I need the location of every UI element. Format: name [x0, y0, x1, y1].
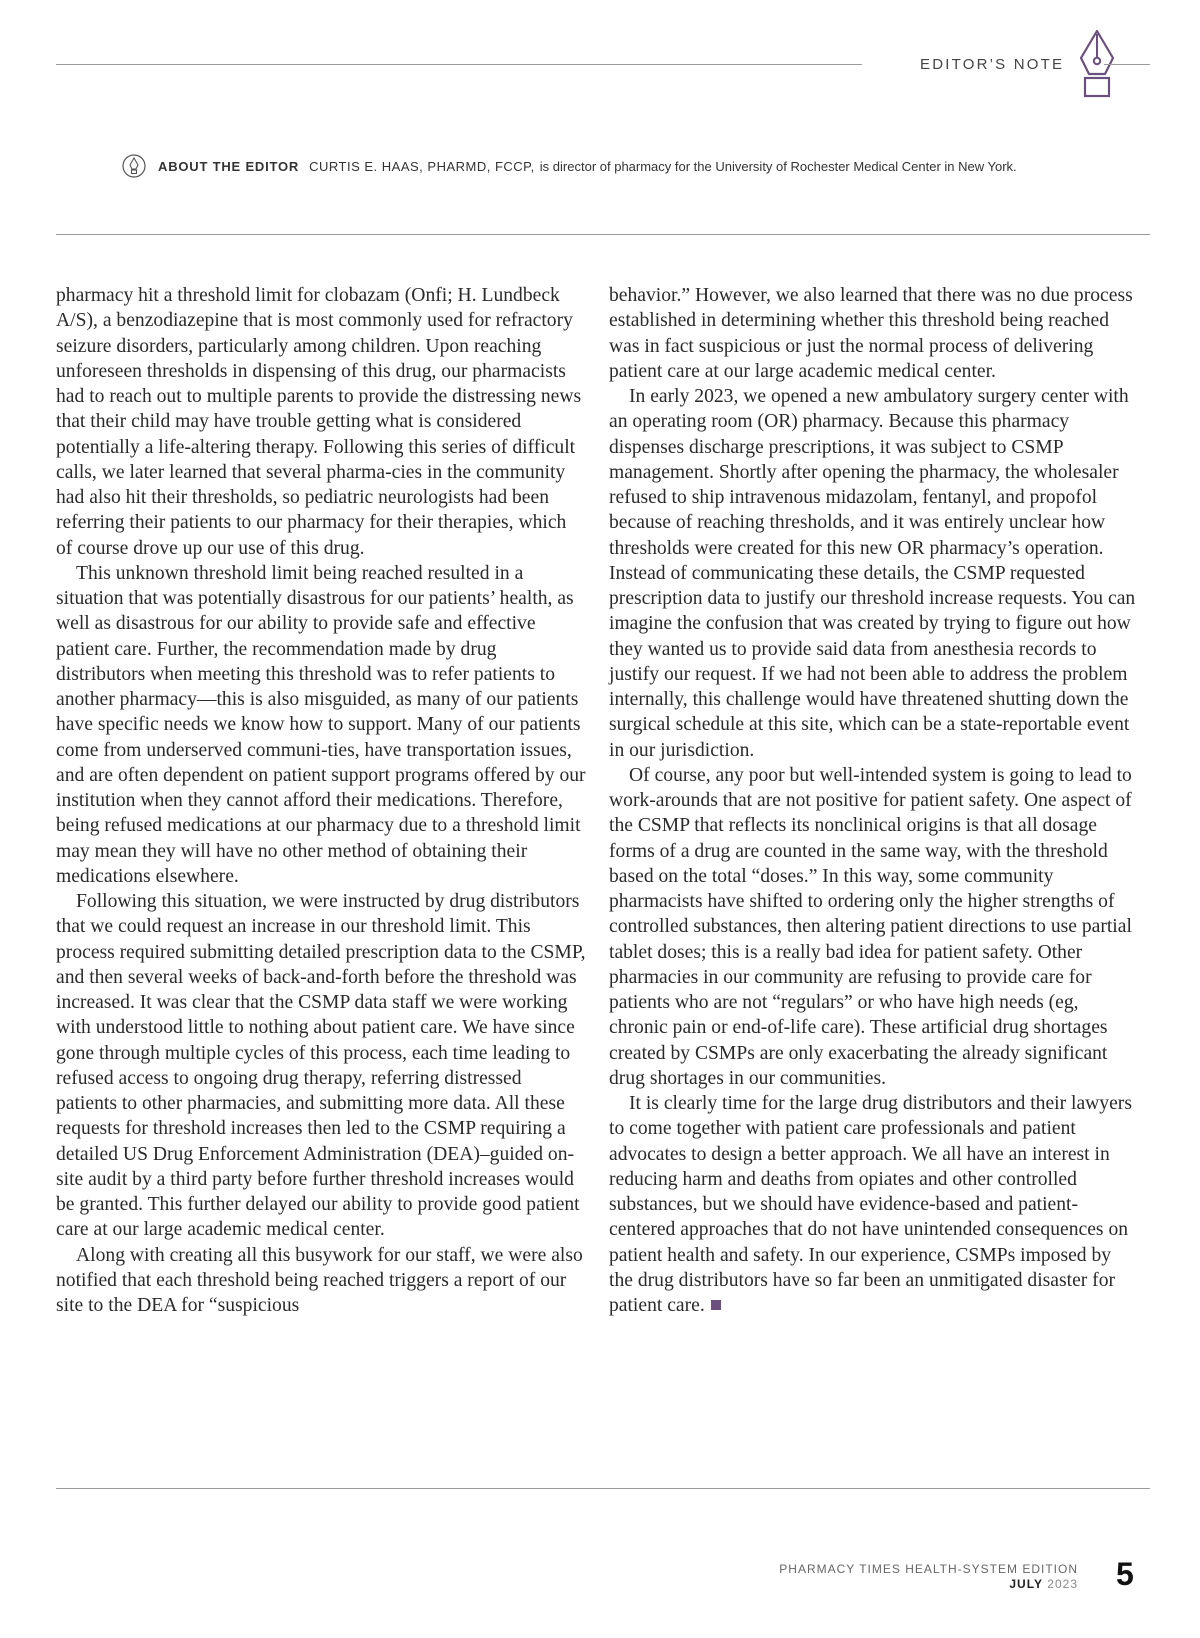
pen-badge-icon — [122, 154, 146, 178]
section-label: EDITOR’S NOTE — [920, 56, 1065, 73]
editor-bio: is director of pharmacy for the University of Rochester Medical Center in New York. — [539, 158, 1017, 174]
footer-rule — [56, 1488, 1150, 1489]
publication-name: PHARMACY TIMES HEALTH-SYSTEM EDITION — [779, 1562, 1078, 1576]
issue-month: JULY — [1009, 1577, 1043, 1591]
issue-year: 2023 — [1047, 1577, 1078, 1591]
article-column-left — [56, 283, 586, 1318]
paragraph: This unknown threshold limit being reached resulted in a situation that was potentially disastrous for our patients’ health, as well as disastrous for our ability to provide safe and effective patient care. Further, the recommendation made by drug distributors when meeting this threshold was to refer patients to another pharmacy—this is also misguided, as many of our patients have specific needs we know how to support. Many of our patients come from underserved communi-ties, have transportation issues, and are often dependent on patient support programs offered by our institution when they cannot afford their medications. Therefore, being refused medications at our pharmacy due to a threshold limit may mean they will have no other method of obtaining their medications elsewhere. — [56, 562, 586, 887]
about-label: ABOUT THE EDITOR — [158, 158, 300, 174]
paragraph: behavior.” However, we also learned that there was no due process established in determining whether this threshold being reached was in fact suspicious or just the normal process of delivering patient care at our large academic medical center. — [609, 285, 1133, 382]
article-column-right — [609, 283, 1139, 1318]
issue-date — [1009, 1577, 1078, 1591]
paragraph: Of course, any poor but well-intended system is going to lead to work-arounds that are not positive for patient safety. One aspect of the CSMP that reflects its nonclinical origins is that all dosage forms of a drug are counted in the same way, with the threshold based on the total “doses.” In this way, some community pharmacists have shifted to ordering only the higher strengths of controlled substances, then altering patient directions to use partial tablet doses; this is a really bad idea for patient safety. Other pharmacies in our community are refusing to provide care for patients who are not “regulars” or who have high needs (eg, chronic pain or end-of-life care). These artificial drug shortages created by CSMPs are only exacerbating the already significant drug shortages in our communities. — [609, 764, 1132, 1089]
fountain-pen-nib-icon — [1075, 28, 1119, 104]
paragraph-text: It is clearly time for the large drug distributors and their lawyers to come together with patient care professionals and patient advocates to design a better approach. We all have an interest in reducing harm and deaths from opiates and other controlled substances, but we should have evidence-based and patient-centered approaches that do not have unintended consequences on patient health and safety. In our experience, CSMPs imposed by the drug distributors have so far been an unmitigated disaster for patient care. — [609, 1093, 1132, 1316]
end-of-article-square-icon — [711, 1300, 721, 1310]
page-number: 5 — [1116, 1556, 1134, 1592]
header-rule-right — [1104, 64, 1150, 65]
paragraph: In early 2023, we opened a new ambulatory surgery center with an operating room (OR) pharmacy. Because this pharmacy dispenses discharge prescriptions, it was subject to CSMP management. Shortly after opening the pharmacy, the wholesaler refused to ship intravenous midazolam, fentanyl, and propofol because of reaching thresholds, and it was entirely unclear how thresholds were created for this new OR pharmacy’s operation. Instead of communicating these details, the CSMP requested prescription data to justify our threshold increase requests. You can imagine the confusion that was created by trying to figure out how they wanted us to provide said data from anesthesia records to justify our request. If we had not been able to address the problem internally, this challenge would have threatened shutting down the surgical schedule at this site, which can be a state-reportable event in our jurisdiction. — [609, 386, 1136, 761]
about-the-editor — [122, 154, 1017, 178]
paragraph: pharmacy hit a threshold limit for clobazam (Onfi; H. Lundbeck A/S), a benzodiazepine that is most commonly used for refractory seizure disorders, particularly among children. Upon reaching unforeseen thresholds in dispensing of this drug, our pharmacists had to reach out to multiple parents to provide the distressing news that their child may have trouble getting what is considered potentially a life-altering therapy. Following this series of difficult calls, we later learned that several pharma-cies in the community had also hit their thresholds, so pediatric neurologists had been referring their patients to our pharmacy for their therapies, which of course drove up our use of this drug. — [56, 285, 582, 559]
paragraph: Along with creating all this busywork for our staff, we were also notified that each threshold being reached triggers a report of our site to the DEA for “suspicious — [56, 1244, 583, 1316]
final-paragraph — [609, 1091, 1139, 1318]
header-rule-left — [56, 64, 862, 65]
about-rule — [56, 234, 1150, 235]
paragraph: Following this situation, we were instructed by drug distributors that we could request an increase in our threshold limit. This process required submitting detailed prescription data to the CSMP, and then several weeks of back-and-forth before the threshold was increased. It was clear that the CSMP data staff we were working with understood little to nothing about patient care. We have since gone through multiple cycles of this process, each time leading to refused access to ongoing drug therapy, referring distressed patients to other pharmacies, and submitting more data. All these requests for threshold increases then led to the CSMP requiring a detailed US Drug Enforcement Administration (DEA)–guided on-site audit by a third party before further threshold increases would be granted. This further delayed our ability to provide good patient care at our large academic medical center. — [56, 891, 586, 1241]
editor-name: CURTIS E. HAAS, PHARMD, FCCP, — [309, 158, 535, 174]
